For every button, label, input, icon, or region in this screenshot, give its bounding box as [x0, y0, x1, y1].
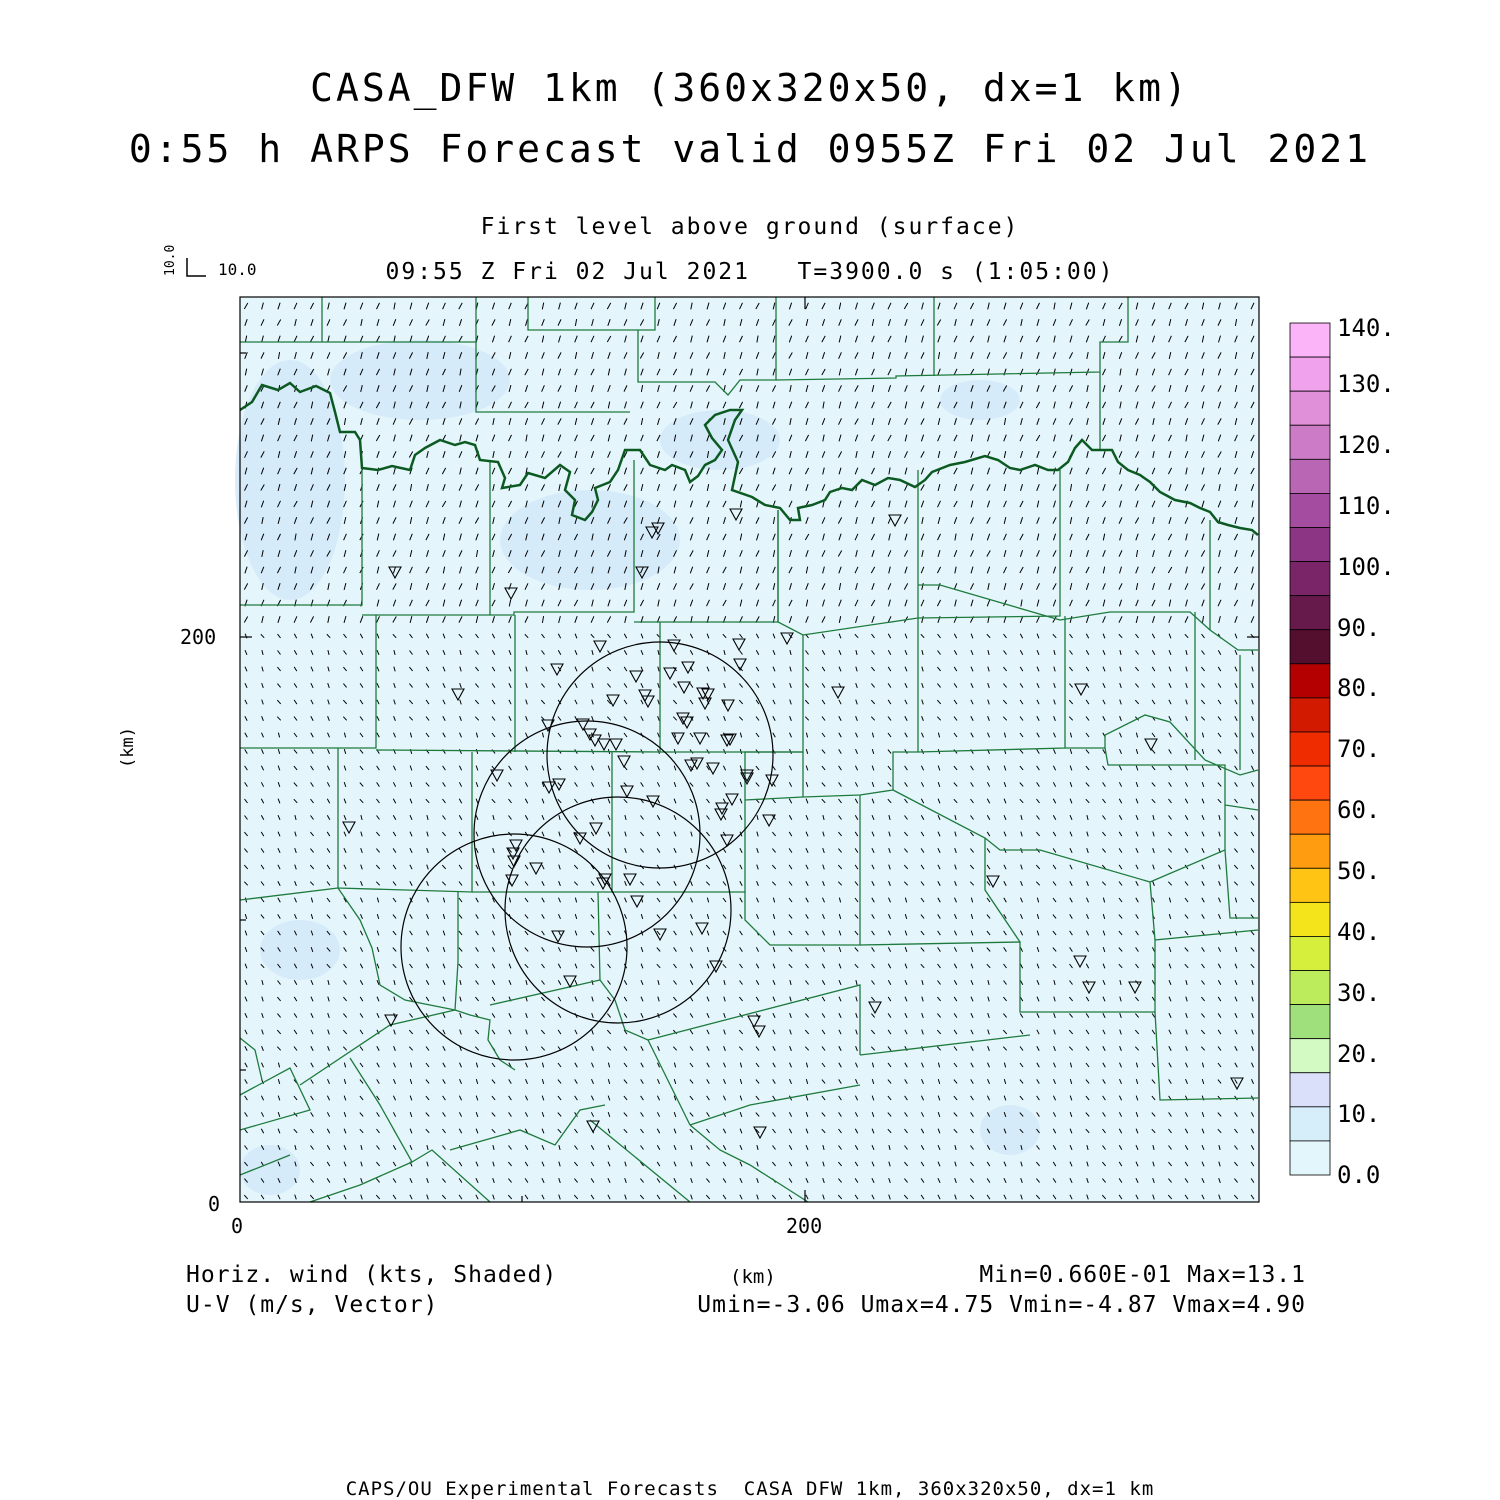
colorbar-label: 120.: [1337, 431, 1395, 459]
shading-legend: Horiz. wind (kts, Shaded): [186, 1262, 558, 1288]
colorbar-swatch: [1290, 766, 1330, 800]
colorbar-swatch: [1290, 323, 1330, 357]
x-tick-200: 200: [786, 1214, 823, 1238]
x-axis-label: (km): [730, 1266, 776, 1288]
title-line-2: 0:55 h ARPS Forecast valid 0955Z Fri 02 Jul 2021: [128, 127, 1372, 171]
colorbar-swatch: [1290, 493, 1330, 527]
min-max-stats: Min=0.660E-01 Max=13.1: [979, 1262, 1306, 1288]
colorbar-label: 90.: [1337, 614, 1381, 642]
colorbar-label: 70.: [1337, 735, 1381, 763]
x-tick-0: 0: [231, 1214, 244, 1238]
y-tick-0: 0: [208, 1192, 221, 1216]
colorbar-label: 140.: [1337, 314, 1395, 342]
colorbar-swatch: [1290, 1073, 1330, 1107]
map-panel: [235, 297, 1259, 1202]
reference-vector-vertical-label: 10.0: [163, 244, 178, 276]
time-subtitle: 09:55 Z Fri 02 Jul 2021 T=3900.0 s (1:05:00): [385, 259, 1115, 285]
reference-vector-horizontal-label: 10.0: [218, 260, 257, 279]
colorbar-swatch: [1290, 596, 1330, 630]
colorbar-label: 60.: [1337, 796, 1381, 824]
colorbar-swatch: [1290, 664, 1330, 698]
colorbar-swatch: [1290, 1141, 1330, 1175]
colorbar: [1290, 323, 1330, 1175]
colorbar-swatch: [1290, 698, 1330, 732]
uv-stats: Umin=-3.06 Umax=4.75 Vmin=-4.87 Vmax=4.90: [697, 1292, 1306, 1318]
colorbar-label: 50.: [1337, 857, 1381, 885]
colorbar-swatch: [1290, 732, 1330, 766]
colorbar-label: 40.: [1337, 918, 1381, 946]
colorbar-label: 0.0: [1337, 1161, 1381, 1189]
colorbar-swatch: [1290, 527, 1330, 561]
colorbar-swatch: [1290, 800, 1330, 834]
title-line-1: CASA_DFW 1km (360x320x50, dx=1 km): [310, 66, 1190, 110]
colorbar-swatch: [1290, 425, 1330, 459]
colorbar-label: 110.: [1337, 492, 1395, 520]
colorbar-label: 130.: [1337, 370, 1395, 398]
colorbar-swatch: [1290, 1005, 1330, 1039]
colorbar-label: 80.: [1337, 674, 1381, 702]
colorbar-swatch: [1290, 834, 1330, 868]
colorbar-label: 30.: [1337, 979, 1381, 1007]
colorbar-swatch: [1290, 630, 1330, 664]
colorbar-swatch: [1290, 357, 1330, 391]
y-tick-200: 200: [180, 625, 217, 649]
colorbar-swatch: [1290, 391, 1330, 425]
level-subtitle: First level above ground (surface): [480, 214, 1020, 240]
colorbar-swatch: [1290, 1039, 1330, 1073]
colorbar-label: 20.: [1337, 1040, 1381, 1068]
colorbar-swatch: [1290, 902, 1330, 936]
colorbar-swatch: [1290, 936, 1330, 970]
colorbar-swatch: [1290, 868, 1330, 902]
colorbar-swatch: [1290, 459, 1330, 493]
colorbar-swatch: [1290, 1107, 1330, 1141]
credit-line: CAPS/OU Experimental Forecasts CASA DFW 1km, 360x320x50, dx=1 km: [345, 1478, 1155, 1500]
colorbar-label: 100.: [1337, 553, 1395, 581]
reference-vector-icon: [187, 258, 206, 276]
y-axis-label: (km): [118, 727, 138, 768]
vector-legend: U-V (m/s, Vector): [186, 1292, 439, 1318]
colorbar-swatch: [1290, 562, 1330, 596]
colorbar-label: 10.: [1337, 1100, 1381, 1128]
colorbar-swatch: [1290, 971, 1330, 1005]
